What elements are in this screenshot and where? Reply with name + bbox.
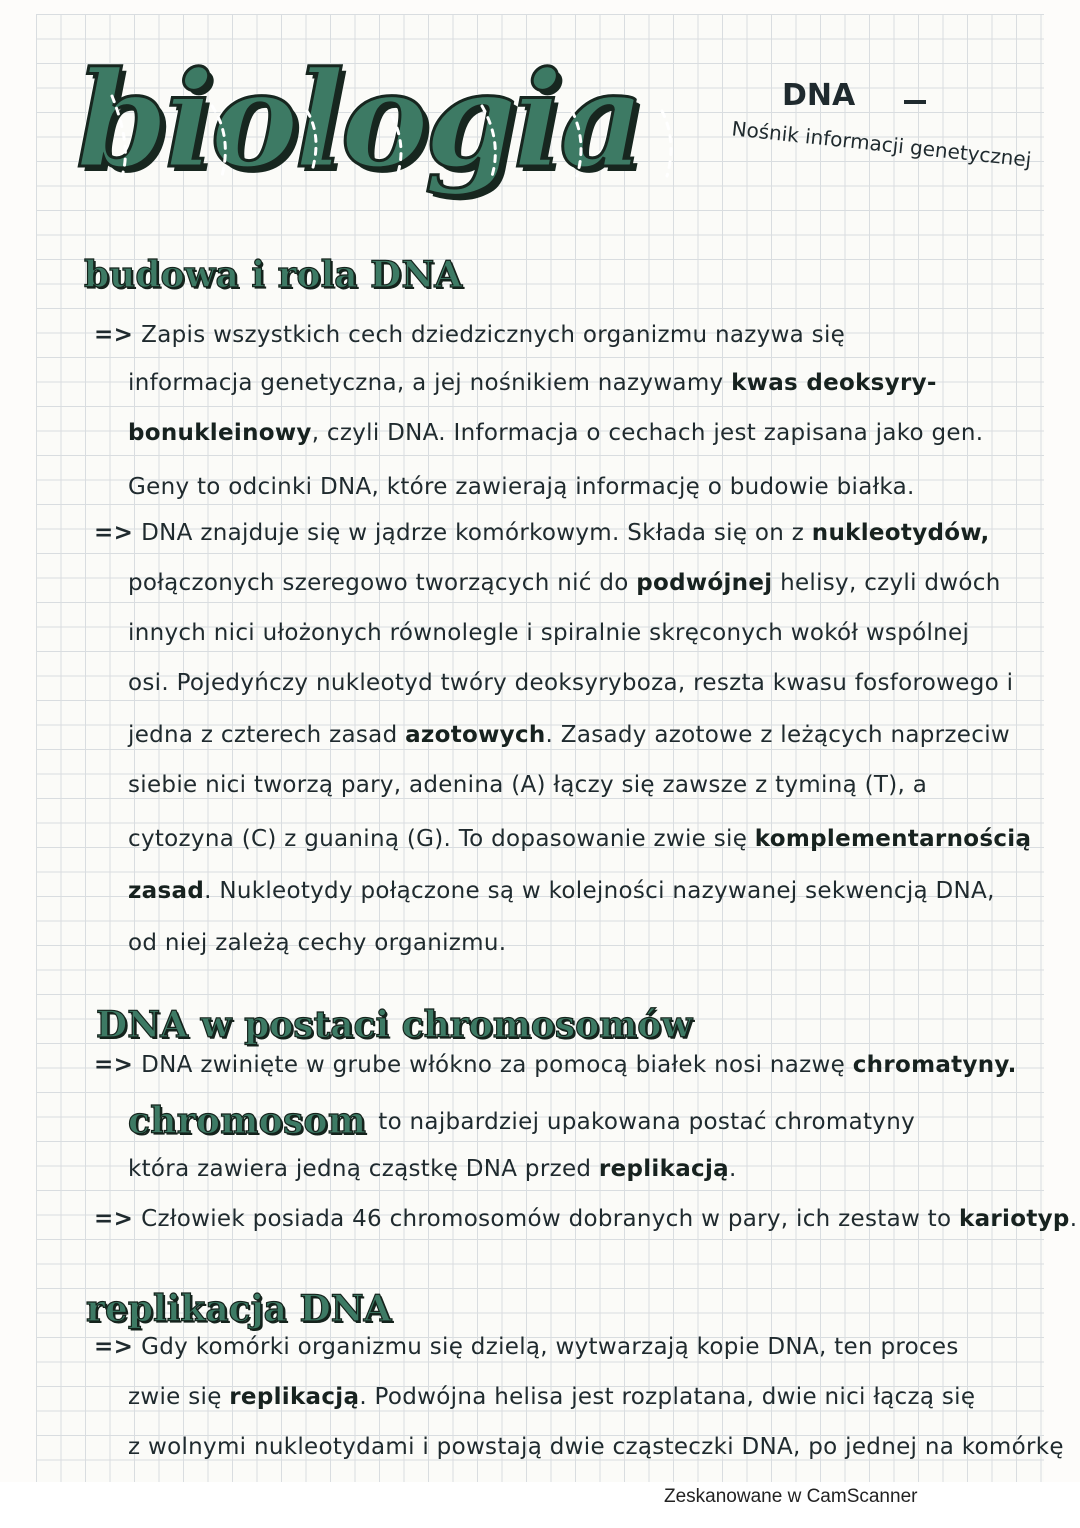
- note-line: [128, 826, 1031, 852]
- arrow-bullet: =>: [94, 1052, 134, 1078]
- note-text: .: [728, 1156, 737, 1182]
- note-text: DNA znajduje się w jądrze komórkowym. Składa się on z: [141, 520, 812, 546]
- note-line: [128, 620, 969, 646]
- note-text: . Nukleotydy połączone są w kolejności nazywanej sekwencją DNA,: [204, 878, 995, 904]
- note-line: [94, 1052, 1017, 1078]
- note-line: [128, 1384, 975, 1410]
- note-text: Gdy komórki organizmu się dzielą, wytwarzają kopie DNA, ten proces: [141, 1334, 959, 1360]
- note-text: połączonych szeregowo tworzących nić do: [128, 570, 637, 596]
- dna-dash: [904, 100, 926, 104]
- bold-term: nukleotydów,: [811, 520, 990, 546]
- note-line: [128, 722, 1010, 748]
- bold-term: bonukleinowy: [128, 420, 312, 446]
- note-text: . Podwójna helisa jest rozplatana, dwie nici łączą się: [359, 1384, 976, 1410]
- bold-term: replikacją: [598, 1156, 729, 1182]
- dna-label: DNA: [782, 78, 856, 113]
- note-text: zwie się: [128, 1384, 230, 1410]
- arrow-bullet: =>: [94, 520, 134, 546]
- note-text: to najbardziej upakowana postać chromatyny: [378, 1109, 915, 1135]
- note-text: innych nici ułożonych równolegle i spiralnie skręconych wokół wspólnej: [128, 620, 970, 646]
- note-text: od niej zależą cechy organizmu.: [128, 930, 507, 956]
- note-line: [94, 520, 989, 546]
- note-text: helisy, czyli dwóch: [772, 570, 1001, 596]
- bold-term: chromatyny.: [852, 1052, 1017, 1078]
- note-line: [128, 1100, 915, 1142]
- note-line: [128, 930, 506, 956]
- note-line: [128, 878, 995, 904]
- note-text: jedna z czterech zasad: [128, 722, 406, 748]
- note-text: cytozyna (C) z guaniną (G). To dopasowanie zwie się: [128, 826, 755, 852]
- scan-footer: [0, 1482, 1080, 1528]
- bold-term: replikacją: [229, 1384, 360, 1410]
- note-text: z wolnymi nukleotydami i powstają dwie cząsteczki DNA, po jednej na komórkę: [128, 1434, 1064, 1460]
- bold-term: zasad: [128, 878, 205, 904]
- note-line: [128, 670, 1013, 696]
- dna-subtitle: Nośnik informacji genetycznej: [730, 116, 1033, 172]
- note-text: . Zasady azotowe z leżących naprzeciw: [545, 722, 1010, 748]
- bold-term: kwas deoksyry-: [731, 370, 937, 396]
- note-text: .: [1069, 1206, 1078, 1232]
- note-line: [94, 322, 845, 348]
- bold-term: komplementarnością: [754, 826, 1032, 852]
- bold-term: podwójnej: [636, 570, 773, 596]
- note-text: informacja genetyczna, a jej nośnikiem nazywamy: [128, 370, 732, 396]
- note-text: Geny to odcinki DNA, które zawierają informację o budowie białka.: [128, 474, 915, 500]
- note-line: [128, 772, 927, 798]
- arrow-bullet: =>: [94, 1206, 134, 1232]
- note-text: Zapis wszystkich cech dziedzicznych organizmu nazywa się: [141, 322, 846, 348]
- note-line: [94, 1334, 959, 1360]
- chromosom-heading-word: chromosom: [128, 1100, 367, 1142]
- note-text: osi. Pojedyńczy nukleotyd twóry deoksyryboza, reszta kwasu fosforowego i: [128, 670, 1014, 696]
- title-lettering: [76, 36, 756, 236]
- section-heading-replication: replikacja DNA: [86, 1288, 392, 1330]
- note-line: [94, 1206, 1077, 1232]
- section-heading-structure: budowa i rola DNA: [84, 254, 463, 296]
- note-line: [128, 1156, 737, 1182]
- note-text: DNA zwinięte w grube włókno za pomocą białek nosi nazwę: [141, 1052, 853, 1078]
- page-title: biologia: [76, 43, 641, 198]
- note-line: [128, 370, 937, 396]
- note-text: która zawiera jedną cząstkę DNA przed: [128, 1156, 599, 1182]
- section-heading-chromosomes: DNA w postaci chromosomów: [96, 1004, 693, 1046]
- note-text: Człowiek posiada 46 chromosomów dobranych w pary, ich zestaw to: [141, 1206, 959, 1232]
- note-text: siebie nici tworzą pary, adenina (A) łączy się zawsze z tyminą (T), a: [128, 772, 928, 798]
- note-text: , czyli DNA. Informacja o cechach jest zapisana jako gen.: [311, 420, 984, 446]
- camscanner-watermark: Zeskanowane w CamScanner: [664, 1486, 918, 1507]
- bold-term: kariotyp: [959, 1206, 1070, 1232]
- arrow-bullet: =>: [94, 322, 134, 348]
- note-line: [128, 1434, 1064, 1460]
- notebook-page: [36, 14, 1078, 1482]
- bold-term: azotowych: [405, 722, 546, 748]
- note-line: [128, 420, 983, 446]
- note-line: [128, 570, 1001, 596]
- arrow-bullet: =>: [94, 1334, 134, 1360]
- note-line: [128, 474, 915, 500]
